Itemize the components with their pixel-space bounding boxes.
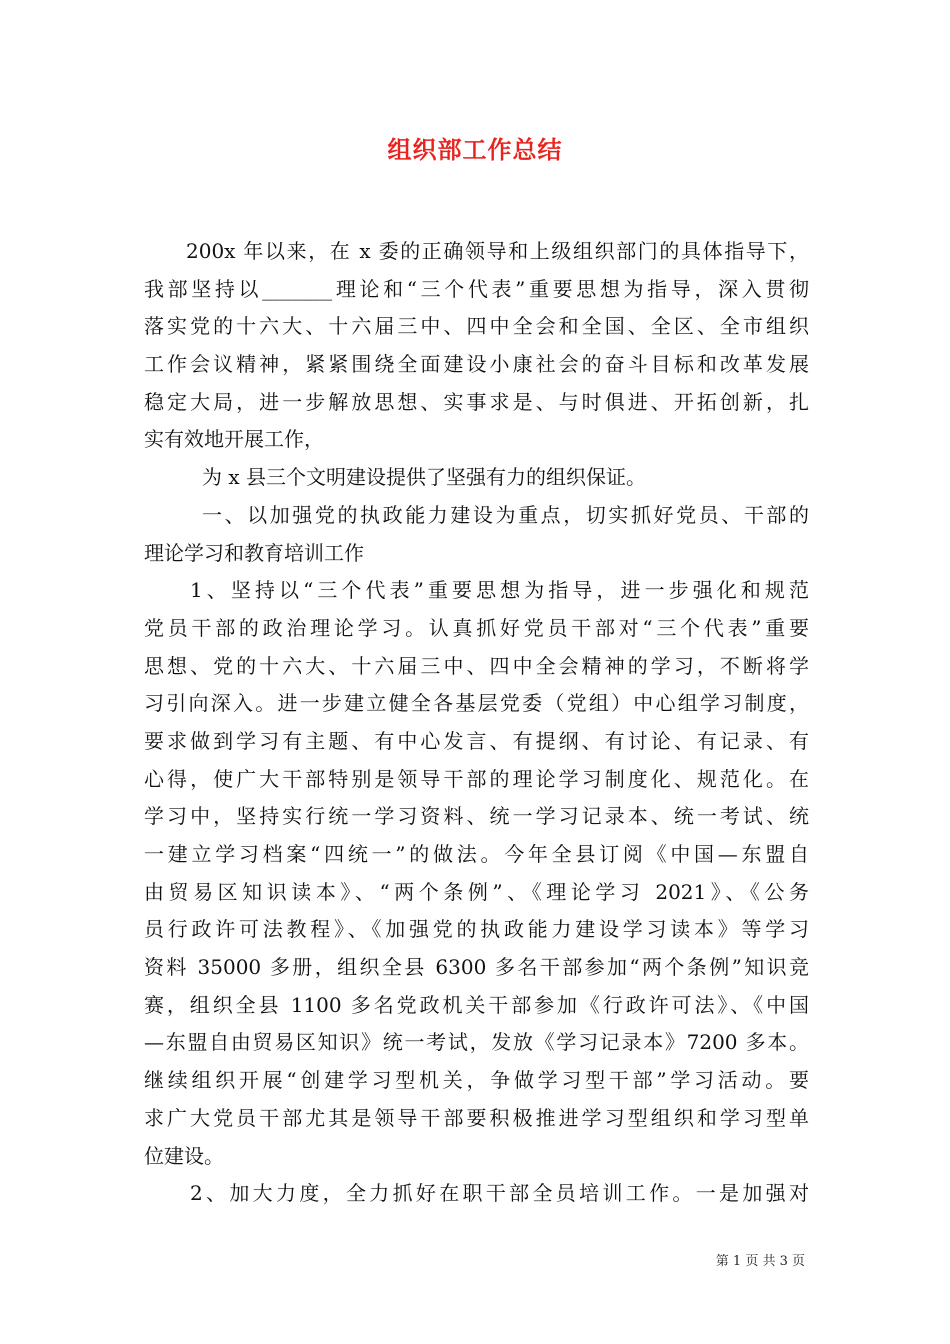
paragraph-line: 工作会议精神，紧紧围绕全面建设小康社会的奋斗目标和改革发展 <box>144 352 809 377</box>
document-title: 组织部工作总结 <box>387 136 563 164</box>
paragraph-line: —东盟自由贸易区知识》统一考试，发放《学习记录本》7200 多本。 <box>144 1030 809 1055</box>
paragraph-line: 位建设。 <box>144 1143 224 1168</box>
paragraph-line: 落实党的十六大、十六届三中、四中全会和全国、全区、全市组织 <box>144 314 809 339</box>
paragraph-line: 由贸易区知识读本》、“两个条例”、《理论学习 2021》、《公务 <box>144 879 809 904</box>
paragraph-line: 思想、党的十六大、十六届三中、四中全会精神的学习，不断将学 <box>144 653 809 678</box>
paragraph-line: 要求做到学习有主题、有中心发言、有提纲、有讨论、有记录、有 <box>144 728 809 753</box>
document-body <box>144 233 809 1213</box>
paragraph-line: 稳定大局，进一步解放思想、实事求是、与时俱进、开拓创新，扎 <box>144 389 809 414</box>
section-heading-line: 一、以加强党的执政能力建设为重点，切实抓好党员、干部的 <box>202 502 809 527</box>
paragraph-line: 1、坚持以“三个代表”重要思想为指导，进一步强化和规范 <box>190 578 809 603</box>
paragraph-line: 200x 年以来，在 x 委的正确领导和上级组织部门的具体指导下， <box>186 239 809 263</box>
paragraph-line: 我部坚持以_______理论和“三个代表”重要思想为指导，深入贯彻 <box>144 276 809 301</box>
paragraph-line: 习引向深入。进一步建立健全各基层党委（党组）中心组学习制度， <box>144 691 809 716</box>
paragraph-line: 赛，组织全县 1100 多名党政机关干部参加《行政许可法》、《中国 <box>144 992 809 1017</box>
paragraph-line: 为 x 县三个文明建设提供了坚强有力的组织保证。 <box>202 465 646 490</box>
paragraph-line: 实有效地开展工作， <box>144 427 324 452</box>
paragraph-line: 员行政许可法教程》、《加强党的执政能力建设学习读本》等学习 <box>144 917 809 942</box>
paragraph-line: 学习中，坚持实行统一学习资料、统一学习记录本、统一考试、统 <box>144 804 809 829</box>
paragraph-line: 2、加大力度，全力抓好在职干部全员培训工作。一是加强对 <box>190 1181 809 1206</box>
paragraph-line: 求广大党员干部尤其是领导干部要积极推进学习型组织和学习型单 <box>144 1105 809 1130</box>
page-number: 第 1 页 共 3 页 <box>715 1254 805 1269</box>
section-heading-line: 理论学习和教育培训工作 <box>144 540 364 565</box>
paragraph-line: 党员干部的政治理论学习。认真抓好党员干部对“三个代表”重要 <box>144 615 809 640</box>
paragraph-line: 资料 35000 多册，组织全县 6300 多名干部参加“两个条例”知识竞 <box>144 955 809 980</box>
paragraph-line: 继续组织开展“创建学习型机关，争做学习型干部”学习活动。要 <box>144 1068 809 1093</box>
paragraph-line: 心得，使广大干部特别是领导干部的理论学习制度化、规范化。在 <box>144 766 809 791</box>
paragraph-line: 一建立学习档案“四统一”的做法。今年全县订阅《中国—东盟自 <box>144 842 809 866</box>
